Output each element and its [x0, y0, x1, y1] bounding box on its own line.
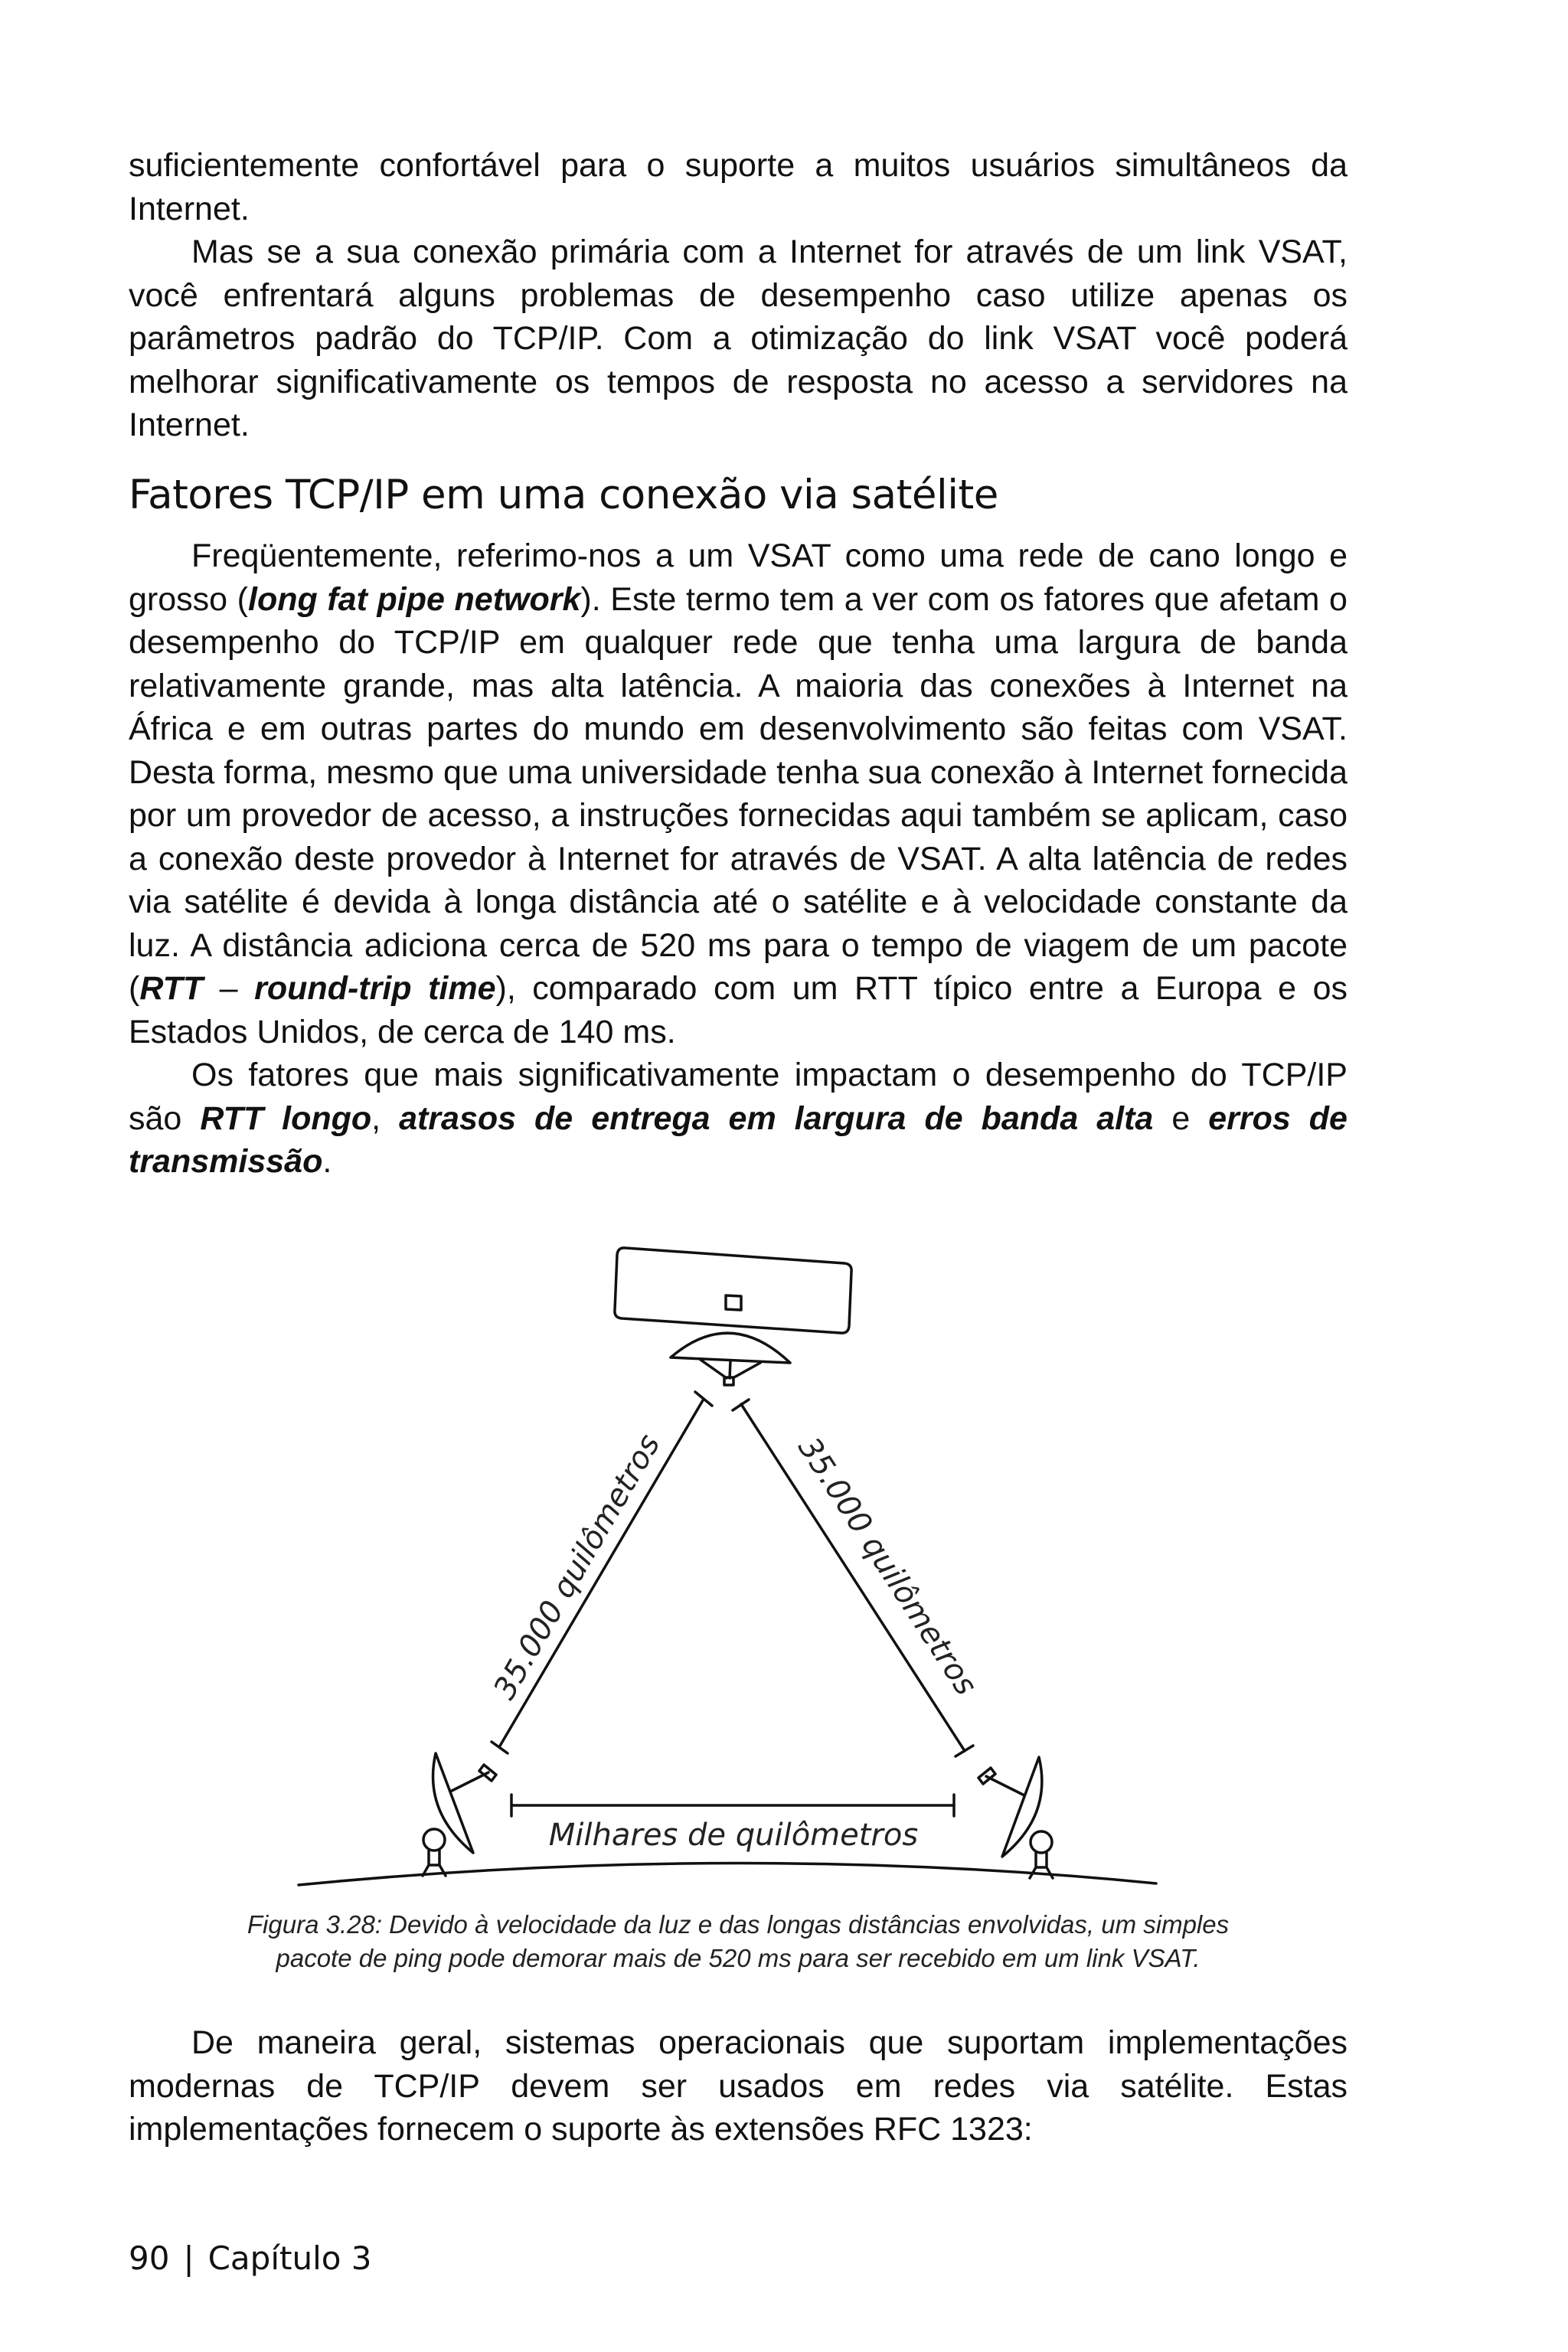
- section-heading: Fatores TCP/IP em uma conexão via satélite: [129, 472, 998, 518]
- caption-line-2: pacote de ping pode demorar mais de 520 ms para ser recebido em um link VSAT.: [276, 1944, 1200, 1972]
- text-run: –: [203, 970, 255, 1007]
- section-body: [129, 534, 1348, 1184]
- section-paragraph-2: [129, 1054, 1348, 1184]
- emphasis-term: RTT: [139, 970, 204, 1007]
- text-run: ). Este termo tem a ver com os fatores que afetam o desempenho do TCP/IP em qualquer rede que tenha uma largura de banda relativamente grande, mas alta latência. A maioria das conexões à Internet na África e em outras partes do mundo em desenvolvimento são feitas com VSAT. Desta forma, mesmo que uma universidade tenha sua conexão à Internet fornecida por um provedor de acesso, a instruções fornecidas aqui também se aplicam, caso a conexão deste provedor à Internet for através de VSAT. A alta latência de redes via satélite é devida à longa distância até o satélite e à velocidade constante da luz. A distância adiciona cerca de 520 ms para o tempo de viagem de um pacote (: [129, 580, 1348, 1007]
- intro-paragraph-1: suficientemente confortável para o suporte a muitos usuários simultâneos da Internet.: [129, 147, 1348, 227]
- satellite-icon: [615, 1248, 851, 1385]
- right-distance-line: [733, 1400, 973, 1756]
- intro-text: [129, 144, 1348, 447]
- emphasis-term: RTT longo: [200, 1099, 372, 1137]
- page-footer: [129, 2239, 372, 2277]
- emphasis-term: erros de transmissão: [129, 1099, 1348, 1180]
- ground-distance-label: Milhares de quilômetros: [548, 1818, 919, 1853]
- text-run: Freqüentemente, referimo-nos a um VSAT como uma rede de cano longo e grosso (: [129, 537, 1348, 618]
- text-run: e: [1153, 1099, 1209, 1137]
- ground-distance-line: [511, 1795, 954, 1816]
- closing-text: [129, 2021, 1348, 2151]
- right-dish-icon: [978, 1757, 1053, 1878]
- satellite-diagram: [291, 1225, 1194, 1899]
- emphasis-term: atrasos de entrega em largura de banda alta: [399, 1099, 1154, 1137]
- left-dish-icon: [423, 1753, 496, 1876]
- right-distance-label: 35.000 quilômetros: [791, 1431, 984, 1702]
- section-paragraph-1: [129, 534, 1348, 1054]
- caption-line-1: Figura 3.28: Devido à velocidade da luz e das longas distâncias envolvidas, um simples: [247, 1910, 1230, 1939]
- closing-paragraph: De maneira geral, sistemas operacionais que suportam implementações modernas de TCP/IP devem ser usados em redes via satélite. Estas implementações fornecem o suporte às extensões RFC 1323:: [129, 2024, 1348, 2148]
- text-run: .: [322, 1143, 332, 1180]
- intro-paragraph-2: Mas se a sua conexão primária com a Internet for através de um link VSAT, você enfrentará alguns problemas de desempenho caso utilize apenas os parâmetros padrão do TCP/IP. Com a otimização do link VSAT você poderá melhorar significativamente os tempos de resposta no acesso a servidores na Internet.: [129, 234, 1348, 443]
- chapter-label: Capítulo 3: [207, 2239, 372, 2277]
- footer-separator: |: [183, 2239, 194, 2277]
- figure-caption: [129, 1908, 1348, 1975]
- text-run: Os fatores que mais significativamente impactam o desempenho do TCP/IP são: [129, 1057, 1348, 1137]
- text-run: ,: [371, 1099, 400, 1137]
- left-distance-label: 35.000 quilômetros: [487, 1428, 668, 1706]
- page-number: 90: [129, 2239, 170, 2277]
- left-distance-line: [492, 1392, 712, 1753]
- text-run: ), comparado com um RTT típico entre a Europa e os Estados Unidos, de cerca de 140 ms.: [129, 970, 1348, 1050]
- emphasis-term: round-trip time: [254, 970, 496, 1007]
- emphasis-term: long fat pipe network: [248, 580, 581, 618]
